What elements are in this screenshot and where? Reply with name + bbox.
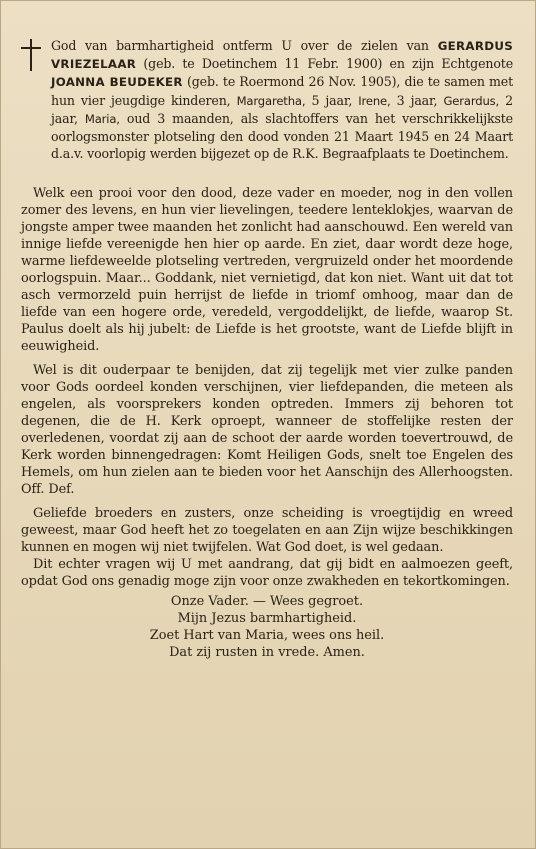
prayer-line: Onze Vader. — Wees gegroet. (170, 594, 364, 610)
prayer-line: Mijn Jezus barmhartigheid. (177, 611, 357, 627)
intro-paragraph (21, 37, 513, 162)
child-age-2: 3 jaar, (396, 92, 438, 108)
intro-text-2: (geb. te Doetinchem 11 Febr. 1900) en zijn Echtgenote (143, 56, 514, 72)
intro-text-4: oud 3 maanden, als slachtoffers van het verschrikkelijkste oorlogsmonster plotseling den dood vonden 21 Maart 1945 en 24 Maart d.a.v. voorlopig werden bijgezet op de R.K. Begraafplaats te Doetinchem. (51, 110, 513, 162)
child-name-3: Gerardus, (443, 93, 500, 108)
child-name-2: Irene, (358, 93, 391, 108)
paragraph: Wel is dit ouderpaar te benijden, dat zij tegelijk met vier zulke panden voor Gods oordeel konden verschijnen, vier liefdepanden, die meteen als engelen, als voorsprekers konden optreden. Immers zij behoren tot degenen, die de H. Kerk oproept, wanneer de stoffelijke resten der overledenen, voordat zij aan de schoot der aarde worden toevertrouwd, de Kerk worden binnengedragen: Komt Heiligen Gods, snelt toe Engelen des Hemels, om hun zielen aan te bieden voor het Aanschijn des Allerhoogsten. Off. Def. (21, 363, 513, 498)
paragraph: Dit echter vragen wij U met aandrang, dat gij bidt en aalmoezen geeft, opdat God ons genadig moge zijn voor onze zwakheden en tekortkomingen. (21, 557, 513, 590)
cross-icon (19, 39, 43, 71)
child-age-1: 5 jaar, (311, 92, 353, 108)
child-name-1: Margaretha, (236, 93, 306, 108)
intro-text-3: (geb. te Roermond 26 Nov. 1905), die te samen met hun vier jeugdige kinderen, (51, 74, 514, 108)
husband-name: GERARDUS VRIEZELAAR (51, 39, 513, 72)
paragraph: Welk een prooi voor den dood, deze vader en moeder, nog in den vollen zomer des levens, en hun vier lievelingen, teedere lenteklokjes, waarvan de jongste amper twee maanden het zonlicht had aanschouwd. Een wereld van innige liefde vereenigde hen hier op aarde. En ziet, daar wordt deze hoge, warme liefdeweelde plotseling vertreden, vergruizeld onder het moordende oorlogspuin. Maar... Goddank, niet vernietigd, dat kon niet. Want uit dat tot asch vermorzeld puin herrijst de liefde in triomf omhoog, maar dan de liefde van een hogere orde, veredeld, vergoddelijkt, de liefde, waarop St. Paulus doelt als hij jubelt: de Liefde is het grootste, want de Liefde blijft in eeuwigheid. (21, 186, 513, 355)
child-name-4: Maria, (84, 111, 120, 126)
paragraph: Geliefde broeders en zusters, onze scheiding is vroegtijdig en wreed geweest, maar God heeft het zo toegelaten en aan Zijn wijze beschikkingen kunnen en mogen wij niet twijfelen. Wat God doet, is wel gedaan. (21, 506, 513, 556)
prayers-block (21, 593, 513, 661)
prayer-line: Dat zij rusten in vrede. Amen. (169, 645, 365, 661)
child-age-3: 2 jaar, (51, 92, 514, 126)
wife-name: JOANNA BEUDEKER (51, 75, 183, 90)
prayer-line: Zoet Hart van Maria, wees ons heil. (149, 628, 385, 644)
meditation-text (21, 185, 513, 590)
intro-text-1: God van barmhartigheid ontferm U over de zielen van (51, 38, 429, 53)
